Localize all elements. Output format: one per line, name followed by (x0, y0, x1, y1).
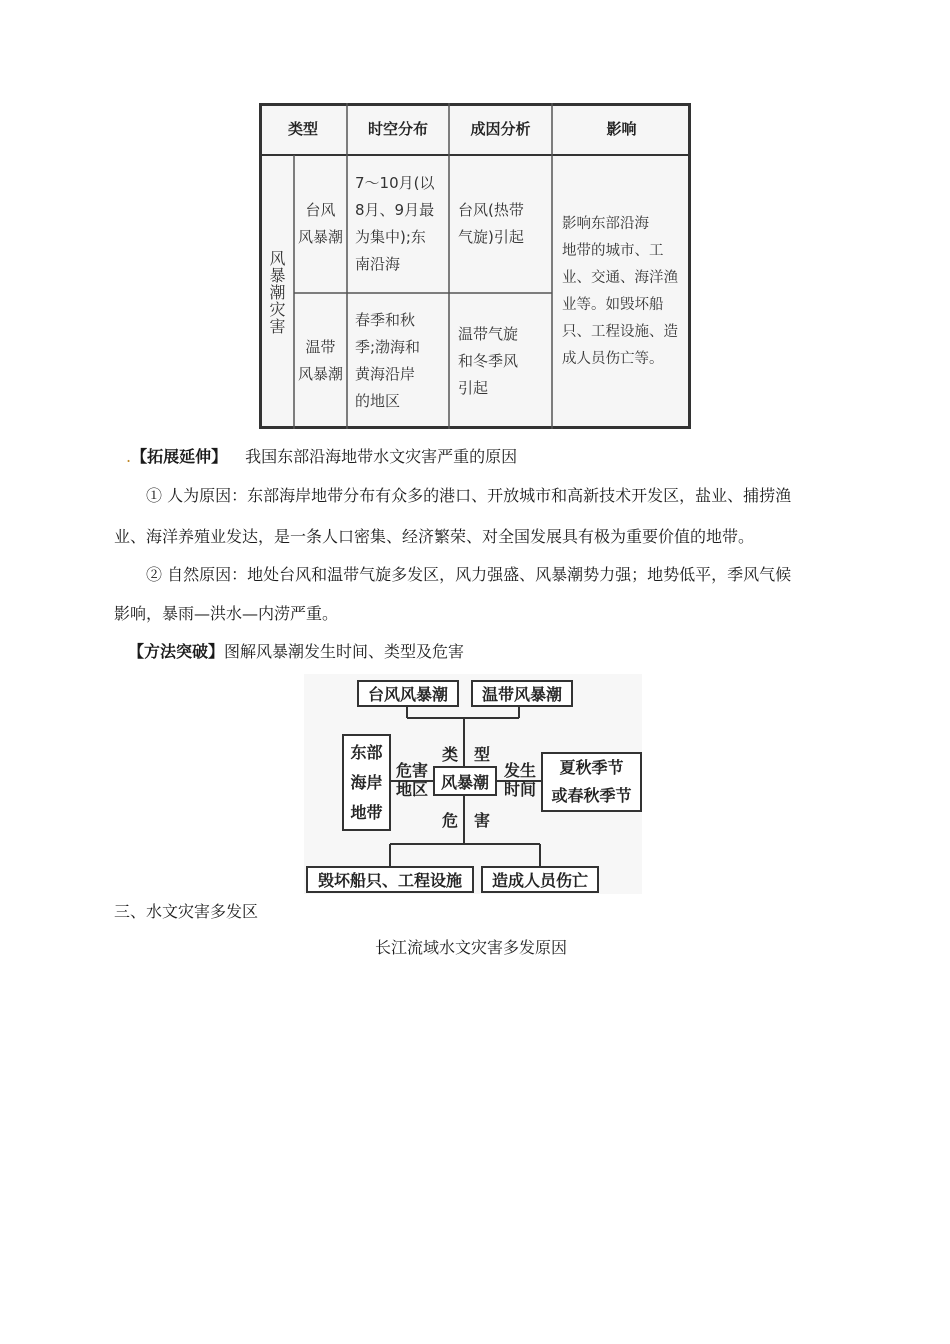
row2-distribution-line: 的地区 (355, 392, 401, 410)
time-label-line: 发生 (503, 761, 536, 780)
row1-distribution-line: 南沿海 (355, 255, 401, 273)
time-box-line: 夏秋季节 (559, 758, 624, 777)
row2-cause-line: 和冬季风 (458, 351, 519, 370)
row1-distribution-line: 为集中);东 (355, 228, 426, 246)
row2-distribution (347, 293, 449, 429)
group-label (259, 155, 294, 429)
row1-cause-line: 气旋)引起 (458, 228, 524, 246)
harm-label: 危 害 (441, 811, 490, 830)
header-impact: 影响 (606, 119, 637, 138)
area-box-line: 海岸 (350, 772, 383, 792)
row1-type-line: 台风 (305, 201, 336, 219)
extension-p1-line2: 业、海洋养殖业发达，是一条人口密集、经济繁荣、对全国发展具有极为重要价值的地带。 (114, 527, 755, 546)
extension-heading-line (126, 447, 517, 467)
header-type: 类型 (287, 119, 318, 138)
harm-box-ships: 毁坏船只、工程设施 (306, 866, 474, 893)
section3-subtitle: 长江流域水文灾害多发原因 (375, 938, 568, 957)
area-label-line: 地区 (395, 780, 428, 799)
area-box-line: 地带 (350, 802, 383, 822)
typhoon-surge-box: 台风风暴潮 (357, 680, 459, 707)
impact-line: 影响东部沿海 (562, 216, 649, 232)
impact-cell (552, 155, 691, 429)
row2-cause (449, 293, 552, 429)
impact-line: 业等。如毁坏船 (562, 297, 664, 313)
header-cause: 成因分析 (470, 119, 531, 138)
extension-p2-line1: ② 自然原因：地处台风和温带气旋多发区，风力强盛、风暴潮势力强；地势低平，季风气候 (146, 565, 792, 584)
row2-type (294, 293, 347, 429)
header-distribution: 时空分布 (367, 119, 428, 138)
time-box-line: 或春秋季节 (551, 786, 632, 805)
impact-line: 只、工程设施、造 (562, 324, 678, 340)
time-label-line: 时间 (503, 780, 536, 799)
row2-distribution-line: 季;渤海和 (355, 338, 421, 356)
row1-distribution-line: 8月、9月最 (355, 201, 435, 219)
row2-type-line: 温带 (305, 338, 336, 356)
impact-line: 地带的城市、工 (562, 243, 664, 259)
row1-cause-line: 台风(热带 (458, 201, 524, 219)
area-label (392, 761, 432, 799)
center-box: 风暴潮 (433, 766, 497, 796)
impact-line: 成人员伤亡等。 (562, 351, 664, 367)
impact-line: 业、交通、海洋渔 (562, 270, 678, 286)
area-box-line: 东部 (350, 742, 383, 762)
storm-surge-table (259, 103, 691, 429)
area-box (342, 734, 391, 831)
time-label (500, 761, 540, 799)
row2-cause-line: 温带气旋 (458, 324, 519, 343)
row1-distribution-line: 7～10月(以 (355, 174, 435, 192)
method-title: 图解风暴潮发生时间、类型及危害 (224, 642, 465, 661)
extension-p1-line1: ① 人为原因：东部海岸地带分布有众多的港口、开放城市和高新技术开发区，盐业、捕捞渔 (146, 486, 792, 505)
extension-title: 我国东部沿海地带水文灾害严重的原因 (245, 447, 518, 466)
row1-distribution (347, 155, 449, 293)
time-box (541, 752, 642, 812)
method-heading: 【方法突破】 (128, 642, 225, 661)
row1-type-line: 风暴潮 (297, 228, 343, 246)
method-heading-line (128, 642, 464, 662)
extension-p2-line2: 影响，暴雨—洪水—内涝严重。 (114, 604, 339, 623)
row2-distribution-line: 黄海沿岸 (355, 365, 416, 383)
storm-surge-diagram (304, 674, 642, 894)
temperate-surge-box: 温带风暴潮 (471, 680, 573, 707)
area-label-line: 危害 (395, 761, 428, 780)
row2-cause-line: 引起 (458, 378, 489, 397)
type-label: 类 型 (441, 745, 490, 764)
row2-type-line: 风暴潮 (297, 365, 343, 383)
group-label-text: 风暴潮灾害 (267, 249, 286, 335)
section3-title: 三、水文灾害多发区 (114, 902, 259, 921)
row1-type (294, 155, 347, 293)
row1-cause (449, 155, 552, 293)
row2-distribution-line: 春季和秋 (355, 311, 416, 329)
extension-heading: 【拓展延伸】 (131, 447, 228, 466)
extension-dot: . (126, 447, 132, 466)
harm-box-casualties: 造成人员伤亡 (481, 866, 599, 893)
